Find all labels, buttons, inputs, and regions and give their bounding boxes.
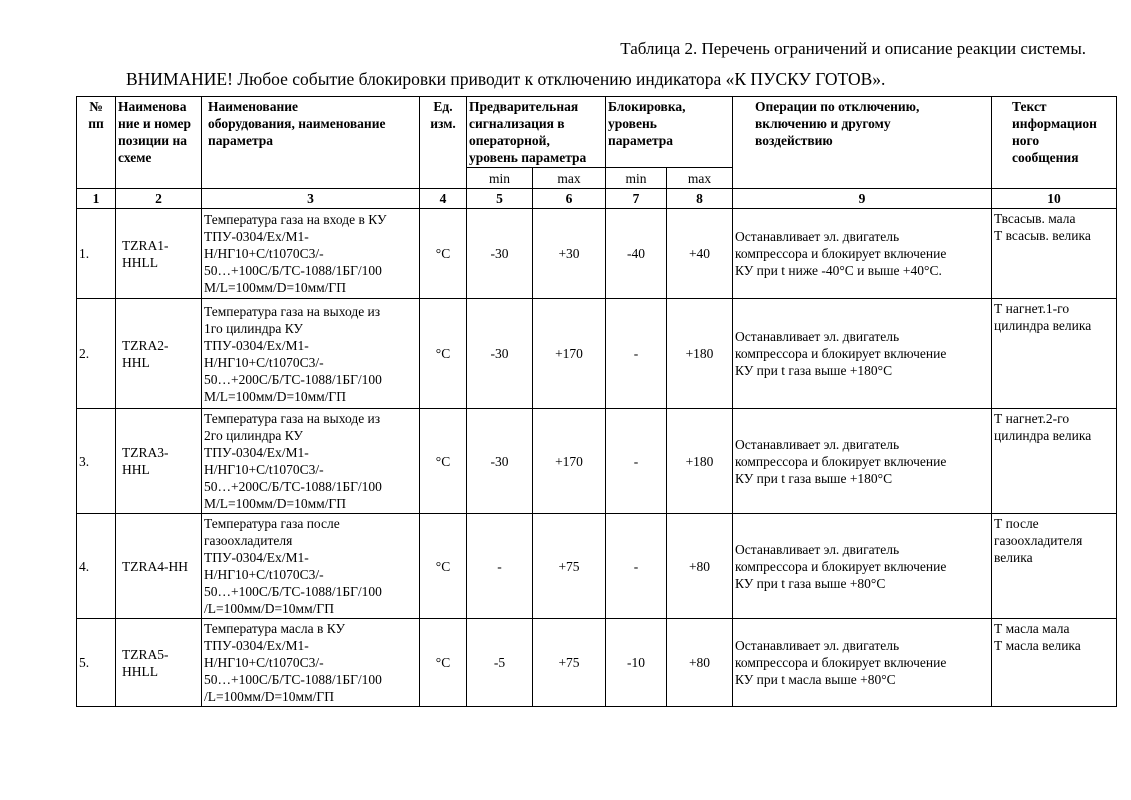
col-num: 8 — [667, 189, 733, 209]
row-message — [992, 514, 1117, 619]
row-pre-max: +75 — [533, 514, 606, 619]
text-line: HHL — [122, 462, 150, 477]
text-line: 50…+200С/Б/ТС-1088/1БГ/100 — [204, 479, 382, 494]
text-line: /L=100мм/D=10мм/ГП — [204, 689, 334, 704]
text-line: компрессора и блокирует включение — [735, 655, 947, 670]
row-number: 5. — [77, 619, 116, 707]
text-line: параметра — [208, 133, 274, 148]
column-number-row — [77, 189, 1117, 209]
row-blk-max: +40 — [667, 209, 733, 299]
text-line: 2го цилиндра КУ — [204, 428, 303, 443]
text-line: № — [89, 99, 103, 114]
text-line: Останавливает эл. двигатель — [735, 229, 900, 244]
text-line: ТПУ-0304/Ех/М1- — [204, 550, 309, 565]
text-line: Предварительная — [469, 99, 579, 114]
col-num: 1 — [77, 189, 116, 209]
row-number: 4. — [77, 514, 116, 619]
text-line: Н/НГ10+С/t1070С3/- — [204, 246, 324, 261]
text-line: КУ при t газа выше +80°С — [735, 575, 886, 591]
text-line: воздействию — [755, 133, 833, 148]
text-line: Т нагнет.2-го — [994, 411, 1070, 426]
table-row — [77, 209, 1117, 299]
table-row — [77, 409, 1117, 514]
row-operation — [733, 409, 992, 514]
text-line: 50…+100С/Б/ТС-1088/1БГ/100 — [204, 263, 382, 278]
restrictions-table — [76, 96, 1117, 707]
header-col-message — [992, 97, 1117, 189]
text-line: TZRA4-HH — [122, 558, 188, 574]
text-line: ного — [1012, 133, 1040, 148]
text-line: ТПУ-0304/Ех/М1- — [204, 638, 309, 653]
text-line: М/L=100мм/D=10мм/ГП — [204, 388, 346, 404]
text-line: компрессора и блокирует включение — [735, 346, 947, 361]
text-line: КУ при t газа выше +180°С — [735, 363, 893, 378]
row-unit: °С — [420, 514, 467, 619]
text-line: Температура газа на выходе из — [204, 411, 381, 426]
text-line: схеме — [118, 150, 152, 165]
text-line: оборудования, наименование — [208, 116, 386, 131]
row-unit: °С — [420, 209, 467, 299]
header-col-tag — [116, 97, 202, 189]
text-line: HHLL — [122, 254, 158, 270]
text-line: Н/НГ10+С/t1070С3/- — [204, 567, 324, 582]
text-line: сообщения — [1012, 150, 1079, 165]
row-pre-min: - — [467, 514, 533, 619]
row-blk-max: +80 — [667, 619, 733, 707]
text-line: ТПУ-0304/Ех/М1- — [204, 229, 309, 244]
text-line: Т масла мала — [994, 621, 1070, 636]
text-line: 1го цилиндра КУ — [204, 320, 303, 336]
row-parameter — [202, 209, 420, 299]
text-line: цилиндра велика — [994, 428, 1092, 443]
text-line: Температура газа на входе в КУ — [204, 212, 387, 227]
row-message — [992, 209, 1117, 299]
text-line: компрессора и блокирует включение — [735, 453, 947, 469]
text-line: ТПУ-0304/Ех/М1- — [204, 445, 309, 460]
text-line: Н/НГ10+С/t1070С3/- — [204, 462, 324, 477]
row-operation — [733, 514, 992, 619]
table-row — [77, 514, 1117, 619]
text-line: Ед. — [433, 99, 453, 114]
text-line: Температура газа после — [204, 516, 340, 531]
text-line: Т масла велика — [994, 638, 1081, 653]
text-line: TZRA3- — [122, 445, 169, 460]
text-line: цилиндра велика — [994, 318, 1092, 333]
text-line: TZRA1- — [122, 237, 169, 253]
row-pre-min: -5 — [467, 619, 533, 707]
table-row — [77, 299, 1117, 409]
row-message — [992, 299, 1117, 409]
row-blk-min: - — [606, 514, 667, 619]
text-line: Т после — [994, 516, 1039, 531]
row-pre-max: +170 — [533, 409, 606, 514]
text-line: Т всасыв. велика — [994, 228, 1091, 243]
row-blk-min: -10 — [606, 619, 667, 707]
col-num: 4 — [420, 189, 467, 209]
text-line: КУ при t масла выше +80°С — [735, 672, 896, 687]
row-blk-max: +80 — [667, 514, 733, 619]
text-line: газоохладителя — [204, 533, 293, 548]
row-unit: °С — [420, 299, 467, 409]
row-blk-min: - — [606, 299, 667, 409]
row-operation — [733, 299, 992, 409]
text-line: изм. — [430, 116, 456, 131]
text-line: TZRA2- — [122, 337, 169, 353]
text-line: велика — [994, 550, 1033, 565]
col-num: 7 — [606, 189, 667, 209]
header-blk-max: max — [667, 168, 733, 189]
col-num: 10 — [992, 189, 1117, 209]
text-line: уровень — [608, 116, 657, 131]
row-blk-max: +180 — [667, 409, 733, 514]
text-line: сигнализация в — [469, 116, 565, 131]
header-col-unit — [420, 97, 467, 189]
table-row — [77, 619, 1117, 707]
row-pre-min: -30 — [467, 299, 533, 409]
row-tag — [116, 409, 202, 514]
row-number: 2. — [77, 299, 116, 409]
header-pre-max: max — [533, 168, 606, 189]
text-line: Операции по отключению, — [755, 99, 920, 114]
text-line: Т нагнет.1-го — [994, 301, 1070, 316]
row-blk-min: - — [606, 409, 667, 514]
text-line: Останавливает эл. двигатель — [735, 638, 900, 653]
row-unit: °С — [420, 409, 467, 514]
text-line: Н/НГ10+С/t1070С3/- — [204, 655, 324, 670]
text-line: операторной, — [469, 133, 550, 148]
text-line: компрессора и блокирует включение — [735, 246, 947, 261]
text-line: 50…+100С/Б/ТС-1088/1БГ/100 — [204, 584, 382, 599]
text-line: Текст — [1012, 99, 1047, 114]
text-line: КУ при t ниже -40°С и выше +40°С. — [735, 263, 942, 278]
text-line: параметра — [608, 133, 674, 148]
text-line: информацион — [1012, 116, 1097, 131]
text-line: Блокировка, — [608, 99, 686, 114]
row-tag — [116, 299, 202, 409]
warning-text: ВНИМАНИЕ! Любое событие блокировки приводит к отключению индикатора «К ПУСКУ ГОТОВ». — [126, 69, 886, 89]
header-row — [77, 97, 1117, 168]
text-line: М/L=100мм/D=10мм/ГП — [204, 496, 346, 511]
row-blk-max: +180 — [667, 299, 733, 409]
header-col-number — [77, 97, 116, 189]
text-line: ние и номер — [118, 116, 192, 131]
col-num: 3 — [202, 189, 420, 209]
header-col-parameter — [202, 97, 420, 189]
row-number: 1. — [77, 209, 116, 299]
row-pre-max: +75 — [533, 619, 606, 707]
row-tag — [116, 619, 202, 707]
text-line: 50…+100С/Б/ТС-1088/1БГ/100 — [204, 672, 382, 687]
text-line: Наименование — [208, 99, 298, 114]
text-line: Температура масла в КУ — [204, 621, 346, 636]
table-caption: Таблица 2. Перечень ограничений и описание реакции системы. — [620, 39, 1086, 58]
header-col-blocking — [606, 97, 733, 168]
text-line: Останавливает эл. двигатель — [735, 436, 900, 452]
col-num: 9 — [733, 189, 992, 209]
text-line: КУ при t газа выше +180°С — [735, 470, 893, 486]
col-num: 5 — [467, 189, 533, 209]
col-num: 2 — [116, 189, 202, 209]
row-parameter — [202, 299, 420, 409]
row-parameter — [202, 409, 420, 514]
text-line: Наименова — [118, 99, 187, 114]
header-blk-min: min — [606, 168, 667, 189]
row-operation — [733, 209, 992, 299]
text-line: уровень параметра — [469, 150, 587, 165]
header-col-operations — [733, 97, 992, 189]
row-number: 3. — [77, 409, 116, 514]
row-pre-max: +170 — [533, 299, 606, 409]
row-operation — [733, 619, 992, 707]
text-line: пп — [88, 116, 104, 131]
row-tag — [116, 514, 202, 619]
text-line: TZRA5- — [122, 646, 169, 662]
text-line: М/L=100мм/D=10мм/ГП — [204, 280, 346, 295]
row-pre-min: -30 — [467, 409, 533, 514]
text-line: Останавливает эл. двигатель — [735, 541, 900, 557]
text-line: компрессора и блокирует включение — [735, 558, 947, 574]
text-line: HHL — [122, 354, 150, 370]
text-line: /L=100мм/D=10мм/ГП — [204, 601, 334, 616]
row-unit: °С — [420, 619, 467, 707]
col-num: 6 — [533, 189, 606, 209]
text-line: ТПУ-0304/Ех/М1- — [204, 337, 309, 353]
row-blk-min: -40 — [606, 209, 667, 299]
text-line: включению и другому — [755, 116, 891, 131]
header-pre-min: min — [467, 168, 533, 189]
text-line: 50…+200С/Б/ТС-1088/1БГ/100 — [204, 371, 382, 387]
text-line: Н/НГ10+С/t1070С3/- — [204, 354, 324, 370]
row-parameter — [202, 514, 420, 619]
row-message — [992, 409, 1117, 514]
text-line: позиции на — [118, 133, 187, 148]
row-pre-max: +30 — [533, 209, 606, 299]
row-pre-min: -30 — [467, 209, 533, 299]
text-line: Останавливает эл. двигатель — [735, 329, 900, 344]
text-line: Твсасыв. мала — [994, 211, 1076, 226]
row-message — [992, 619, 1117, 707]
row-tag — [116, 209, 202, 299]
text-line: Температура газа на выходе из — [204, 303, 381, 319]
text-line: газоохладителя — [994, 533, 1083, 548]
row-parameter — [202, 619, 420, 707]
header-col-pre-alarm — [467, 97, 606, 168]
text-line: HHLL — [122, 663, 158, 679]
